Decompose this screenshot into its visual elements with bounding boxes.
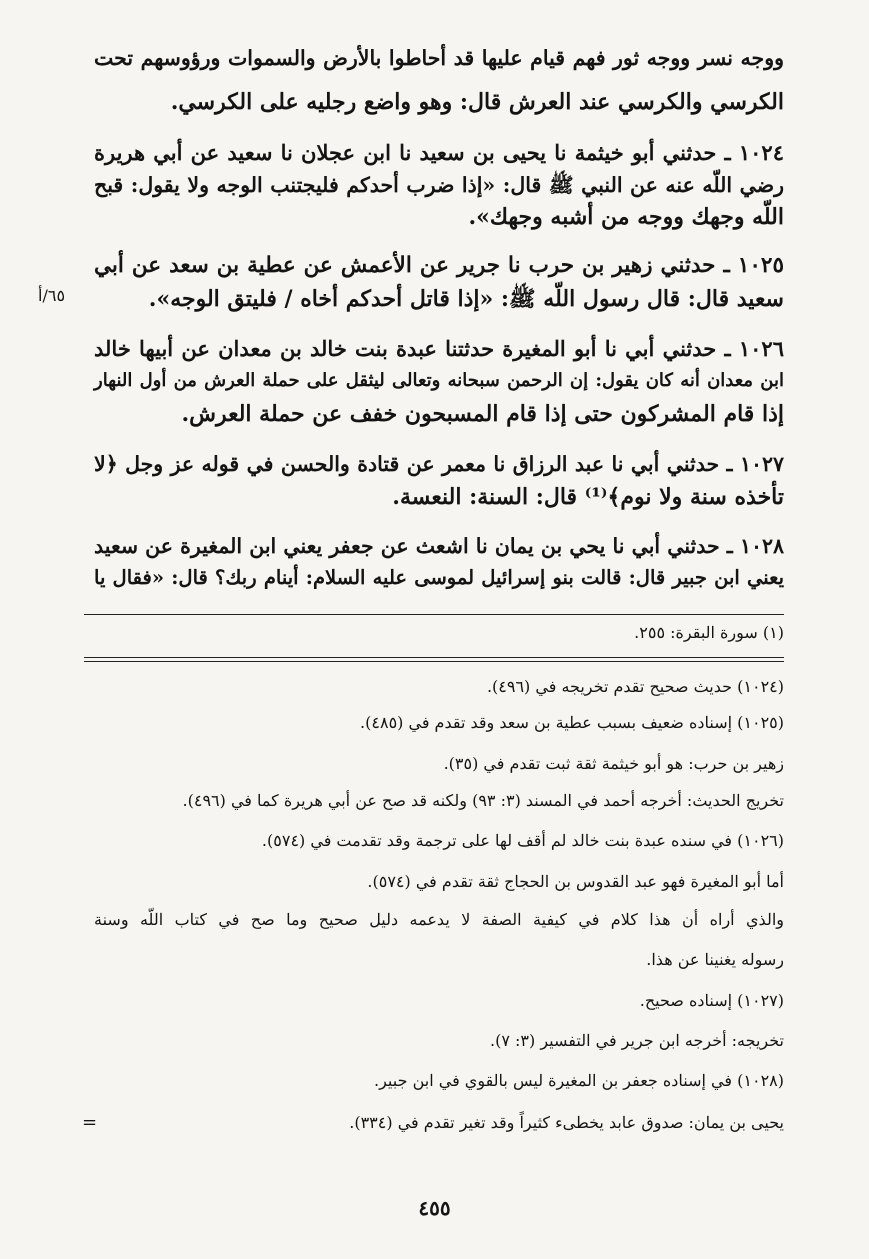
main-text-line: إذا قام المشركون حتى إذا قام المسبحون خفف عن حملة العرش. <box>181 401 784 427</box>
footnote: (١) سورة البقرة: ٢٥٥. <box>634 623 784 642</box>
main-text-line: الكرسي والكرسي عند العرش قال: وهو واضع رجليه على الكرسي. <box>170 89 784 115</box>
commentary-line: (١٠٢٨) في إسناده جعفر بن المغيرة ليس بالقوي في ابن جبير. <box>374 1071 784 1090</box>
main-text-line: ١٠٢٧ ـ حدثني أبي نا عبد الرزاق نا معمر عن قتادة والحسن في قوله عز وجل ﴿لا <box>94 452 784 476</box>
commentary-line: (١٠٢٥) إسناده ضعيف بسبب عطية بن سعد وقد تقدم في (٤٨٥). <box>360 713 784 732</box>
commentary-line: والذي أراه أن هذا كلام في كيفية الصفة لا يدعمه دليل صحيح وما صح في كتاب اللّه وسنة <box>94 910 784 929</box>
continuation-mark: = <box>82 1112 98 1133</box>
main-text-line: ووجه نسر ووجه ثور فهم قيام عليها قد أحاطوا بالأرض والسموات ورؤوسهم تحت <box>94 46 784 70</box>
main-text-line: سعيد قال: قال رسول اللّه ﷺ: «إذا قاتل أحدكم أخاه / فليتق الوجه». <box>148 286 784 312</box>
main-text-line: اللّه وجهك ووجه من أشبه وجهك». <box>468 204 784 230</box>
main-text-line: رضي اللّه عنه عن النبي ﷺ قال: «إذا ضرب أحدكم فليجتنب الوجه ولا يقول: قبح <box>94 173 784 197</box>
commentary-line: رسوله يغنينا عن هذا. <box>646 950 784 969</box>
commentary-line: تخريج الحديث: أخرجه أحمد في المسند (٣: ٩٣) ولكنه قد صح عن أبي هريرة كما في (٤٩٦). <box>182 791 784 810</box>
commentary-line: (١٠٢٦) في سنده عبدة بنت خالد لم أقف لها على ترجمة وقد تقدمت في (٥٧٤). <box>261 831 784 850</box>
folio-margin-note: ٦٥/أ <box>38 286 66 305</box>
page-number: ٤٥٥ <box>418 1196 451 1220</box>
footnote-divider <box>84 614 784 615</box>
main-text-line: ١٠٢٤ ـ حدثني أبو خيثمة نا يحيى بن سعيد نا ابن عجلان نا سعيد عن أبي هريرة <box>94 140 784 165</box>
main-text-line: تأخذه سنة ولا نوم﴾⁽¹⁾ قال: السنة: النعسة. <box>392 484 784 510</box>
commentary-line: تخريجه: أخرجه ابن جرير في التفسير (٣: ٧). <box>490 1031 784 1050</box>
main-text-line: ابن معدان أنه كان يقول: إن الرحمن سبحانه وتعالى ليثقل على حملة العرش من أول النهار <box>94 370 784 391</box>
main-text-line: ١٠٢٦ ـ حدثني أبي نا أبو المغيرة حدثتنا عبدة بنت خالد بن معدان عن أبيها خالد <box>94 336 784 361</box>
commentary-line: زهير بن حرب: هو أبو خيثمة ثقة ثبت تقدم في (٣٥). <box>443 754 784 773</box>
commentary-line: أما أبو المغيرة فهو عبد القدوس بن الحجاج ثقة تقدم في (٥٧٤). <box>367 872 784 891</box>
main-text-line: يعني ابن جبير قال: قالت بنو إسرائيل لموسى عليه السلام: أينام ربك؟ قال: «فقال يا <box>94 566 784 589</box>
commentary-divider <box>84 657 784 662</box>
main-text-line: ١٠٢٨ ـ حدثني أبي نا يحي بن يمان نا اشعث عن جعفر يعني ابن المغيرة عن سعيد <box>94 534 784 558</box>
commentary-line: (١٠٢٤) حديث صحيح تقدم تخريجه في (٤٩٦). <box>486 677 784 696</box>
commentary-line: يحيى بن يمان: صدوق عابد يخطىء كثيراً وقد تغير تقدم في (٣٣٤). <box>349 1113 784 1132</box>
commentary-line: (١٠٢٧) إسناده صحيح. <box>639 991 784 1010</box>
main-text-line: ١٠٢٥ ـ حدثني زهير بن حرب نا جرير عن الأعمش عن عطية بن سعد عن أبي <box>94 253 784 278</box>
